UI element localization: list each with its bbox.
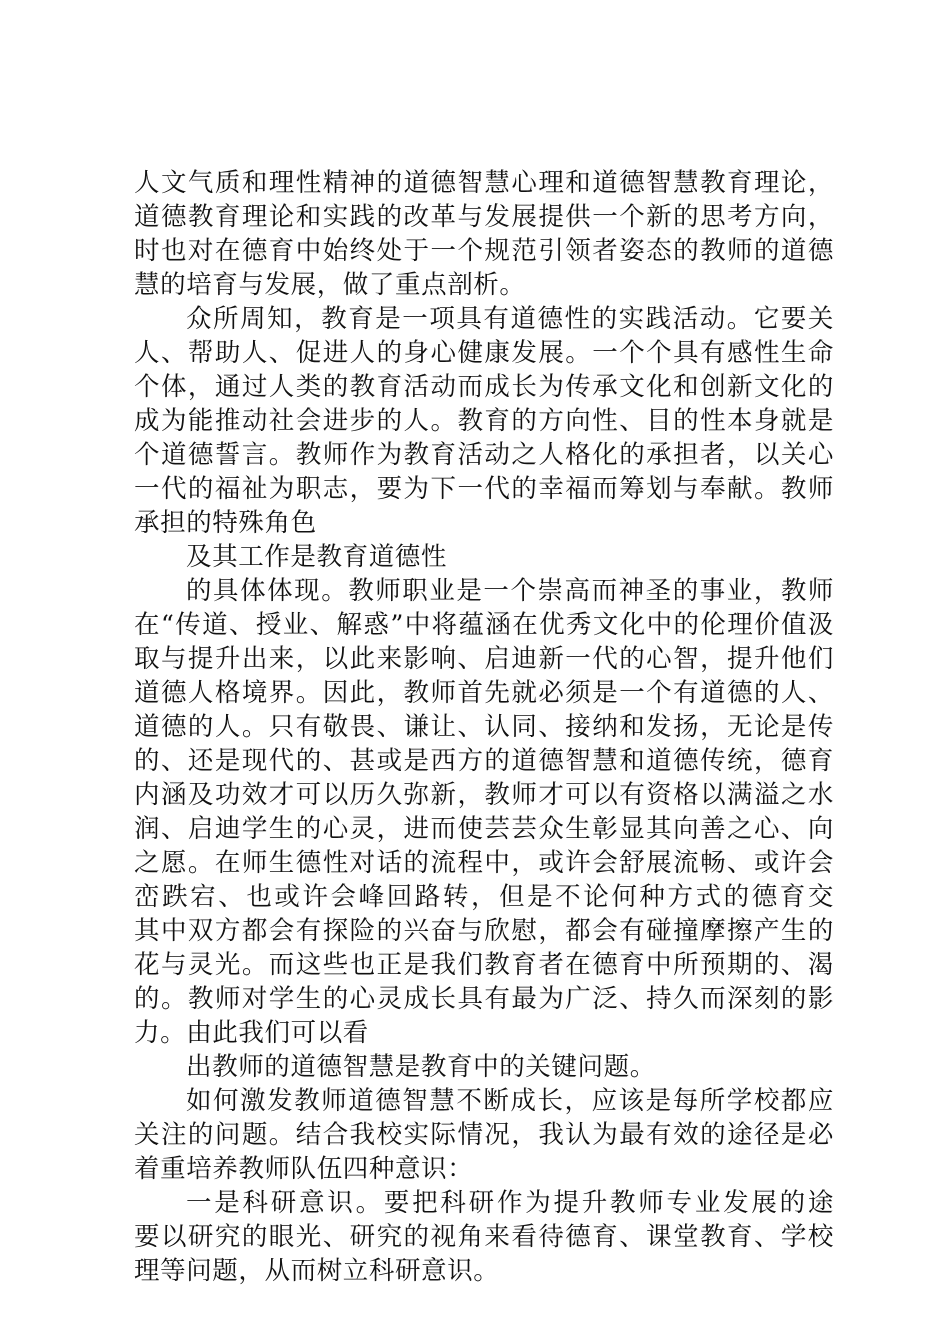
text-line: 个道德誓言。教师作为教育活动之人格化的承担者，以关心 <box>134 440 834 470</box>
text-line: 如何激发教师道德智慧不断成长，应该是每所学校都应 <box>186 1086 834 1116</box>
text-line: 在“传道、授业、解惑”中将蕴涵在优秀文化中的伦理价值汲 <box>134 610 834 640</box>
text-line: 着重培养教师队伍四种意识： <box>134 1154 474 1184</box>
text-line: 道德教育理论和实践的改革与发展提供一个新的思考方向， <box>134 202 834 232</box>
text-line: 及其工作是教育道德性 <box>186 542 448 572</box>
text-line: 成为能推动社会进步的人。教育的方向性、目的性本身就是 <box>134 406 834 436</box>
text-line: 润、启迪学生的心灵，进而使芸芸众生彰显其向善之心、向 <box>134 814 834 844</box>
text-line: 一是科研意识。要把科研作为提升教师专业发展的途 <box>186 1188 834 1218</box>
text-line: 的具体体现。教师职业是一个崇高而神圣的事业，教师 <box>186 576 834 606</box>
text-line: 道德人格境界。因此，教师首先就必须是一个有道德的人、 <box>134 678 834 708</box>
body-text <box>134 166 834 1288</box>
text-line: 慧的培育与发展，做了重点剖析。 <box>134 270 526 300</box>
text-line: 人、帮助人、促进人的身心健康发展。一个个具有感性生命 <box>134 338 834 368</box>
text-line: 之愿。在师生德性对话的流程中，或许会舒展流畅、或许会 <box>134 848 834 878</box>
text-line: 的、还是现代的、甚或是西方的道德智慧和道德传统，德育 <box>134 746 834 776</box>
text-line: 时也对在德育中始终处于一个规范引领者姿态的教师的道德 <box>134 236 834 266</box>
text-line: 其中双方都会有探险的兴奋与欣慰，都会有碰撞摩擦产生的 <box>134 916 834 946</box>
text-line: 峦跌宕、也或许会峰回路转，但是不论何种方式的德育交 <box>134 882 834 912</box>
text-line: 承担的特殊角色 <box>134 508 317 538</box>
text-line: 人文气质和理性精神的道德智慧心理和道德智慧教育理论， <box>134 168 834 198</box>
text-line: 内涵及功效才可以历久弥新，教师才可以有资格以满溢之水 <box>134 780 834 810</box>
text-line: 取与提升出来，以此来影响、启迪新一代的心智，提升他们 <box>134 644 834 674</box>
text-line: 要以研究的眼光、研究的视角来看待德育、课堂教育、学校 <box>134 1222 834 1252</box>
text-line: 的。教师对学生的心灵成长具有最为广泛、持久而深刻的影 <box>134 984 834 1014</box>
text-line: 关注的问题。结合我校实际情况，我认为最有效的途径是必 <box>134 1120 834 1150</box>
text-line: 力。由此我们可以看 <box>134 1018 369 1048</box>
text-line: 花与灵光。而这些也正是我们教育者在德育中所预期的、渴 <box>134 950 834 980</box>
text-line: 理等问题，从而树立科研意识。 <box>134 1256 500 1286</box>
text-line: 众所周知，教育是一项具有道德性的实践活动。它要关 <box>186 304 834 334</box>
text-line: 个体，通过人类的教育活动而成长为传承文化和创新文化的 <box>134 372 834 402</box>
text-line: 一代的福祉为职志，要为下一代的幸福而筹划与奉献。教师 <box>134 474 834 504</box>
text-line: 道德的人。只有敬畏、谦让、认同、接纳和发扬，无论是传 <box>134 712 834 742</box>
text-line: 出教师的道德智慧是教育中的关键问题。 <box>186 1052 656 1082</box>
